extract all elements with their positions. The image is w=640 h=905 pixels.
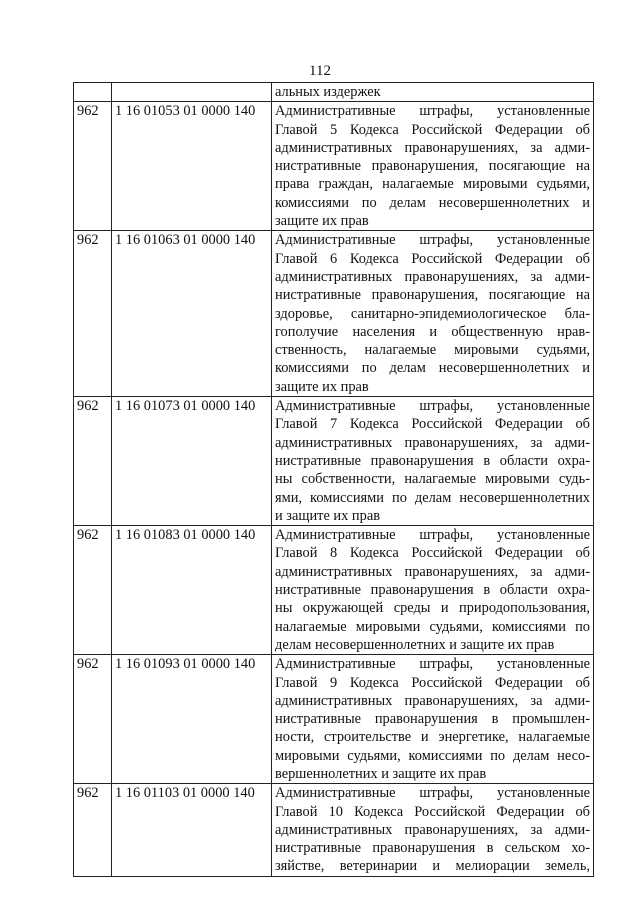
text-line: Главой 8 Кодекса Российской Федерации об (275, 545, 590, 562)
text-line: налагаемые мировыми судьями, комиссиями по (275, 618, 590, 635)
text-line: ями, комиссиями по делам несовершеннолетних (275, 489, 590, 506)
text-line: нистративные правонарушения, посягающие на (275, 158, 590, 175)
text-line: вершеннолетних и защите их прав (275, 765, 487, 782)
text-line: нистративные правонарушения в области охра- (275, 452, 590, 469)
revenue-name-cell (272, 231, 594, 397)
revenue-name-cell (272, 784, 594, 876)
text-line: Главой 10 Кодекса Российской Федерации об (275, 803, 590, 820)
text-line: административных правонарушениях, за адми- (275, 434, 590, 451)
table-row (74, 231, 594, 397)
page-number: 112 (309, 63, 331, 79)
text-line: Административные штрафы, установленные (275, 103, 590, 120)
text-line: административных правонарушениях, за адми- (275, 692, 590, 709)
text-line: Административные штрафы, установленные (275, 656, 590, 673)
text-line: административных правонарушениях, за адми- (275, 821, 590, 838)
text-line: нистративные правонарушения, посягающие на (275, 287, 590, 304)
text-line: Главой 7 Кодекса Российской Федерации об (275, 416, 590, 433)
text-line: ны окружающей среды и природопользования, (275, 600, 590, 617)
admin-code-cell: 962 (74, 784, 112, 876)
text-line: Административные штрафы, установленные (275, 785, 590, 802)
admin-code-cell: 962 (74, 655, 112, 784)
text-line: комиссиями по делам несовершеннолетних и (275, 194, 590, 211)
admin-code-cell: 962 (74, 231, 112, 397)
budget-classification-code-cell: 1 16 01063 01 0000 140 (112, 231, 272, 397)
revenue-name-cell (272, 655, 594, 784)
table-row (74, 83, 594, 102)
text-line: Административные штрафы, установленные (275, 232, 590, 249)
budget-code-table (73, 82, 594, 877)
text-line: нистративные правонарушения в сельском хо- (275, 840, 590, 857)
revenue-name-cell (272, 83, 594, 102)
admin-code-cell: 962 (74, 102, 112, 231)
budget-classification-code-cell: 1 16 01053 01 0000 140 (112, 102, 272, 231)
text-line: Главой 6 Кодекса Российской Федерации об (275, 250, 590, 267)
text-line: административных правонарушениях, за адми- (275, 139, 590, 156)
table-row (74, 102, 594, 231)
admin-code-cell (74, 83, 112, 102)
admin-code-cell: 962 (74, 397, 112, 526)
budget-classification-code-cell: 1 16 01093 01 0000 140 (112, 655, 272, 784)
text-line: и защите их прав (275, 507, 380, 524)
text-line: защите их прав (275, 213, 369, 230)
text-line: комиссиями по делам несовершеннолетних и (275, 360, 590, 377)
text-line: Главой 9 Кодекса Российской Федерации об (275, 674, 590, 691)
text-line: ности, строительстве и энергетике, налагаемые (275, 729, 590, 746)
text-line: Главой 5 Кодекса Российской Федерации об (275, 121, 590, 138)
budget-classification-code-cell: 1 16 01083 01 0000 140 (112, 526, 272, 655)
table-body (74, 83, 594, 877)
table-row (74, 397, 594, 526)
table-row (74, 784, 594, 876)
table-row (74, 655, 594, 784)
text-line: Административные штрафы, установленные (275, 527, 590, 544)
text-line: гополучие населения и общественную нрав- (275, 323, 590, 340)
budget-classification-code-cell: 1 16 01073 01 0000 140 (112, 397, 272, 526)
revenue-name-cell (272, 397, 594, 526)
text-line: ны собственности, налагаемые мировыми судь- (275, 471, 590, 488)
text-line: здоровье, санитарно-эпидемиологическое бла- (275, 305, 590, 322)
budget-classification-code-cell (112, 83, 272, 102)
text-line: административных правонарушениях, за адми- (275, 268, 590, 285)
budget-classification-code-cell: 1 16 01103 01 0000 140 (112, 784, 272, 876)
text-line: мировыми судьями, комиссиями по делам несо- (275, 747, 590, 764)
text-line: ственность, налагаемые мировыми судьями, (275, 342, 590, 359)
revenue-name-cell (272, 102, 594, 231)
text-line: права граждан, налагаемые мировыми судьями, (275, 176, 590, 193)
revenue-name-cell (272, 526, 594, 655)
text-line: делам несовершеннолетних и защите их прав (275, 636, 555, 653)
text-line: защите их прав (275, 378, 369, 395)
text-line: Административные штрафы, установленные (275, 398, 590, 415)
table-row (74, 526, 594, 655)
text-line: зяйстве, ветеринарии и мелиорации земель, (275, 858, 590, 875)
text-line: нистративные правонарушения в области охра- (275, 582, 590, 599)
text-line: нистративные правонарушения в промышлен- (275, 711, 590, 728)
text-line: альных издержек (275, 84, 381, 100)
admin-code-cell: 962 (74, 526, 112, 655)
text-line: административных правонарушениях, за адми- (275, 563, 590, 580)
